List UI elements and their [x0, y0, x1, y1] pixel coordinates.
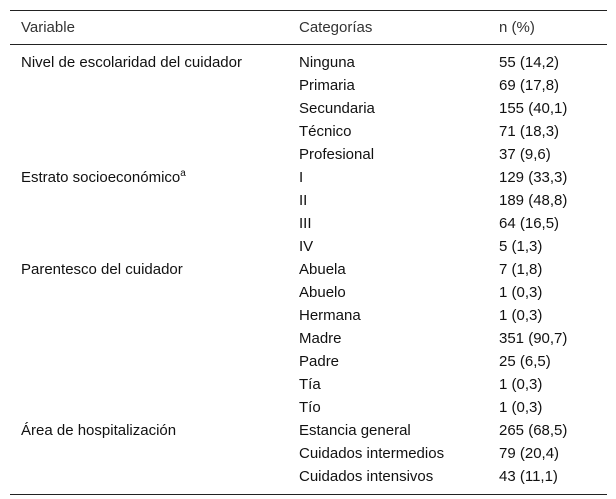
- header-variable: Variable: [21, 19, 75, 36]
- table-row: [10, 419, 607, 442]
- cell-n: 189 (48,8): [499, 192, 568, 209]
- variable-label: Estrato socioeconómico: [21, 169, 181, 186]
- cell-n: 1 (0,3): [499, 307, 543, 324]
- cell-categoria: I: [299, 169, 304, 186]
- footnote-marker: a: [180, 168, 186, 179]
- cell-categoria: Cuidados intensivos: [299, 468, 434, 485]
- table-row: [10, 304, 607, 327]
- table-body: [10, 45, 607, 494]
- cell-categoria: Hermana: [299, 307, 361, 324]
- cell-n: 79 (20,4): [499, 445, 560, 462]
- table-row: [10, 465, 607, 488]
- cell-n: 1 (0,3): [499, 376, 543, 393]
- variable-label: Parentesco del cuidador: [21, 261, 183, 278]
- cell-n: 71 (18,3): [499, 123, 560, 140]
- cell-variable: [10, 261, 288, 278]
- table-row: [10, 97, 607, 120]
- table-row: [10, 442, 607, 465]
- table-row: [10, 51, 607, 74]
- cell-categoria: IV: [299, 238, 314, 255]
- cell-categoria: Abuelo: [299, 284, 346, 301]
- data-table: [10, 10, 607, 495]
- cell-categoria: II: [299, 192, 308, 209]
- cell-n: 25 (6,5): [499, 353, 551, 370]
- table-bottom-rule: [10, 494, 607, 495]
- table-row: [10, 373, 607, 396]
- cell-n: 5 (1,3): [499, 238, 543, 255]
- table-row: [10, 235, 607, 258]
- cell-categoria: Profesional: [299, 146, 375, 163]
- cell-categoria: Estancia general: [299, 422, 411, 439]
- table-row: [10, 327, 607, 350]
- variable-label: Nivel de escolaridad del cuidador: [21, 54, 242, 71]
- cell-n: 1 (0,3): [499, 399, 543, 416]
- cell-categoria: Ninguna: [299, 54, 355, 71]
- cell-categoria: Madre: [299, 330, 342, 347]
- cell-n: 155 (40,1): [499, 100, 568, 117]
- header-categorias: Categorías: [299, 19, 373, 36]
- table-row: [10, 189, 607, 212]
- table-row: [10, 281, 607, 304]
- cell-n: 55 (14,2): [499, 54, 560, 71]
- cell-n: 69 (17,8): [499, 77, 560, 94]
- cell-n: 265 (68,5): [499, 422, 568, 439]
- cell-variable: [10, 54, 288, 71]
- cell-variable: [10, 422, 288, 439]
- cell-variable: [10, 169, 288, 186]
- table-header-row: [10, 11, 607, 44]
- cell-n: 7 (1,8): [499, 261, 543, 278]
- cell-categoria: III: [299, 215, 312, 232]
- cell-n: 351 (90,7): [499, 330, 568, 347]
- table-row: [10, 166, 607, 189]
- cell-categoria: Padre: [299, 353, 340, 370]
- table-row: [10, 212, 607, 235]
- header-n: n (%): [499, 19, 535, 36]
- cell-categoria: Secundaria: [299, 100, 375, 117]
- table-row: [10, 350, 607, 373]
- cell-categoria: Primaria: [299, 77, 355, 94]
- cell-categoria: Tía: [299, 376, 321, 393]
- table-row: [10, 74, 607, 97]
- cell-categoria: Tío: [299, 399, 321, 416]
- cell-n: 129 (33,3): [499, 169, 568, 186]
- cell-n: 64 (16,5): [499, 215, 560, 232]
- table-row: [10, 258, 607, 281]
- cell-categoria: Cuidados intermedios: [299, 445, 445, 462]
- cell-n: 1 (0,3): [499, 284, 543, 301]
- variable-label: Área de hospitalización: [21, 422, 177, 439]
- cell-categoria: Abuela: [299, 261, 346, 278]
- table-row: [10, 396, 607, 419]
- table-row: [10, 120, 607, 143]
- cell-categoria: Técnico: [299, 123, 352, 140]
- table-row: [10, 143, 607, 166]
- cell-n: 43 (11,1): [499, 468, 558, 485]
- cell-n: 37 (9,6): [499, 146, 551, 163]
